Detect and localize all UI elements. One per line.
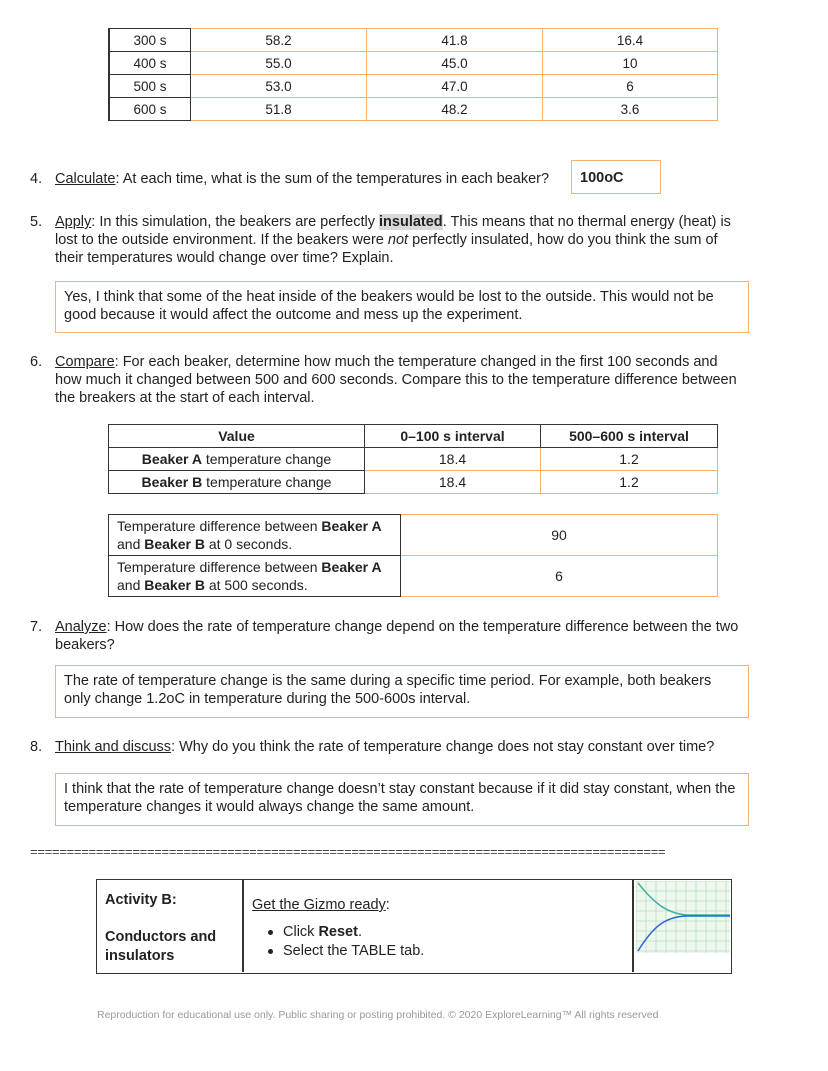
copyright-footer: Reproduction for educational use only. Public sharing or posting prohibited. © 2020 ExploreLearning™ All rights reserved	[97, 1009, 659, 1021]
beaker-b-cell[interactable]: 45.0	[367, 52, 543, 75]
instruction-text: .	[357, 924, 362, 940]
question-text: beakers?	[55, 637, 115, 653]
activity-title: Activity B:	[105, 892, 177, 908]
row-label	[109, 471, 365, 494]
beaker-a-cell[interactable]: 58.2	[191, 29, 367, 52]
beaker-name: Beaker A	[141, 451, 202, 467]
answer-box-5[interactable]	[55, 281, 749, 333]
gizmo-graph-thumbnail	[636, 881, 730, 953]
gizmo-ready-heading	[252, 897, 390, 913]
list-item	[268, 923, 424, 942]
time-cell: 600 s	[109, 98, 191, 121]
question-text: . This means that no thermal energy (heat) is	[442, 214, 731, 230]
row-label-text: temperature change	[202, 474, 332, 490]
time-cell: 300 s	[109, 29, 191, 52]
answer-box-8[interactable]	[55, 773, 749, 826]
interval-1-cell[interactable]: 18.4	[365, 448, 541, 471]
interval-table	[108, 424, 718, 494]
question-7	[30, 618, 790, 656]
row-label	[109, 515, 401, 556]
beaker-a-cell[interactable]: 51.8	[191, 98, 367, 121]
section-divider: =======================================================================================	[30, 845, 666, 860]
question-keyword: Think and discuss	[55, 739, 172, 755]
beaker-name: Beaker B	[144, 536, 205, 552]
answer-text: 100oC	[580, 170, 624, 186]
question-4	[30, 170, 590, 190]
difference-cell[interactable]: 16.4	[543, 29, 718, 52]
table-row	[109, 75, 718, 98]
column-header: 500–600 s interval	[541, 425, 718, 448]
activity-divider-1	[242, 879, 244, 972]
question-number: 7.	[30, 619, 43, 635]
question-number: 5.	[30, 214, 43, 230]
table-row	[109, 448, 718, 471]
difference-cell[interactable]: 10	[543, 52, 718, 75]
beaker-b-cell[interactable]: 48.2	[367, 98, 543, 121]
bullet-icon	[268, 930, 273, 935]
beaker-b-cell[interactable]: 41.8	[367, 29, 543, 52]
table-row	[109, 29, 718, 52]
difference-table	[108, 514, 718, 597]
question-number: 4.	[30, 171, 43, 187]
question-text: : For each beaker, determine how much the temperature changed in the first 100 seconds and	[114, 354, 718, 370]
difference-value-cell[interactable]: 6	[401, 556, 718, 597]
instruction-text: Select the TABLE tab.	[283, 943, 425, 959]
question-8	[30, 738, 790, 758]
table-row	[109, 98, 718, 121]
label-text: Temperature difference between	[117, 559, 322, 575]
time-cell: 400 s	[109, 52, 191, 75]
beaker-a-cell[interactable]: 55.0	[191, 52, 367, 75]
column-header: Value	[109, 425, 365, 448]
list-item	[268, 942, 424, 961]
table-row	[109, 515, 718, 556]
label-text: and	[117, 536, 145, 552]
question-number: 8.	[30, 739, 43, 755]
instruction-text: Click	[283, 924, 319, 940]
bullet-icon	[268, 949, 273, 954]
row-label	[109, 556, 401, 597]
label-text: at 500 seconds.	[204, 577, 308, 593]
emphasized-word: not	[387, 232, 409, 248]
question-text: : How does the rate of temperature change depend on the temperature difference between the two	[106, 619, 739, 635]
answer-text: The rate of temperature change is the same during a specific time period. For example, both beakers only change 1.2oC in temperature during the 500-600s interval.	[64, 673, 712, 707]
table-row	[109, 52, 718, 75]
question-text: lost to the outside environment. If the beakers were	[55, 232, 388, 248]
beaker-name: Beaker A	[321, 518, 382, 534]
label-text: at 0 seconds.	[204, 536, 293, 552]
temperature-table	[108, 28, 718, 121]
reset-keyword: Reset	[318, 924, 358, 940]
table-row	[109, 556, 718, 597]
activity-subtitle: Conductors and insulators	[105, 929, 217, 964]
table-row	[109, 471, 718, 494]
column-header: 0–100 s interval	[365, 425, 541, 448]
beaker-name: Beaker B	[144, 577, 205, 593]
row-label-text: temperature change	[201, 451, 332, 467]
highlighted-word: insulated	[379, 214, 443, 230]
question-text: : Why do you think the rate of temperature change does not stay constant over time?	[171, 739, 715, 755]
difference-cell[interactable]: 6	[543, 75, 718, 98]
instruction-list	[268, 923, 424, 961]
beaker-name: Beaker A	[321, 559, 382, 575]
question-keyword: Analyze	[55, 619, 107, 635]
interval-2-cell[interactable]: 1.2	[541, 471, 718, 494]
row-label	[109, 448, 365, 471]
difference-value-cell[interactable]: 90	[401, 515, 718, 556]
answer-text: I think that the rate of temperature change doesn’t stay constant because if it did stay constant, when the temperature changes it would always change the same amount.	[64, 781, 736, 815]
time-cell: 500 s	[109, 75, 191, 98]
interval-1-cell[interactable]: 18.4	[365, 471, 541, 494]
question-keyword: Apply	[55, 214, 92, 230]
answer-box-7[interactable]	[55, 665, 749, 718]
question-keyword: Calculate	[55, 171, 116, 187]
beaker-name: Beaker B	[141, 474, 203, 490]
answer-box-4[interactable]	[571, 160, 661, 194]
label-text: and	[117, 577, 145, 593]
question-5	[30, 213, 770, 269]
label-text: Temperature difference between	[117, 518, 322, 534]
question-keyword: Compare	[55, 354, 115, 370]
activity-divider-2	[632, 879, 634, 972]
question-text: perfectly insulated, how do you think the sum of	[408, 232, 718, 248]
question-6	[30, 353, 790, 409]
gizmo-ready-text: Get the Gizmo ready	[252, 897, 386, 913]
beaker-b-cell[interactable]: 47.0	[367, 75, 543, 98]
question-text: the breakers at the start of each interval.	[55, 390, 315, 406]
question-text: : At each time, what is the sum of the temperatures in each beaker?	[115, 171, 550, 187]
question-text: : In this simulation, the beakers are perfectly	[91, 214, 380, 230]
interval-2-cell[interactable]: 1.2	[541, 448, 718, 471]
difference-cell[interactable]: 3.6	[543, 98, 718, 121]
question-text: their temperatures would change over time? Explain.	[55, 250, 394, 266]
answer-text: Yes, I think that some of the heat inside of the beakers would be lost to the outside. This would not be good because it would affect the outcome and mess up the experiment.	[64, 289, 714, 323]
question-text: how much it changed between 500 and 600 seconds. Compare this to the temperature difference between	[55, 372, 737, 388]
beaker-a-cell[interactable]: 53.0	[191, 75, 367, 98]
question-number: 6.	[30, 354, 43, 370]
gizmo-ready-colon: :	[385, 897, 390, 913]
